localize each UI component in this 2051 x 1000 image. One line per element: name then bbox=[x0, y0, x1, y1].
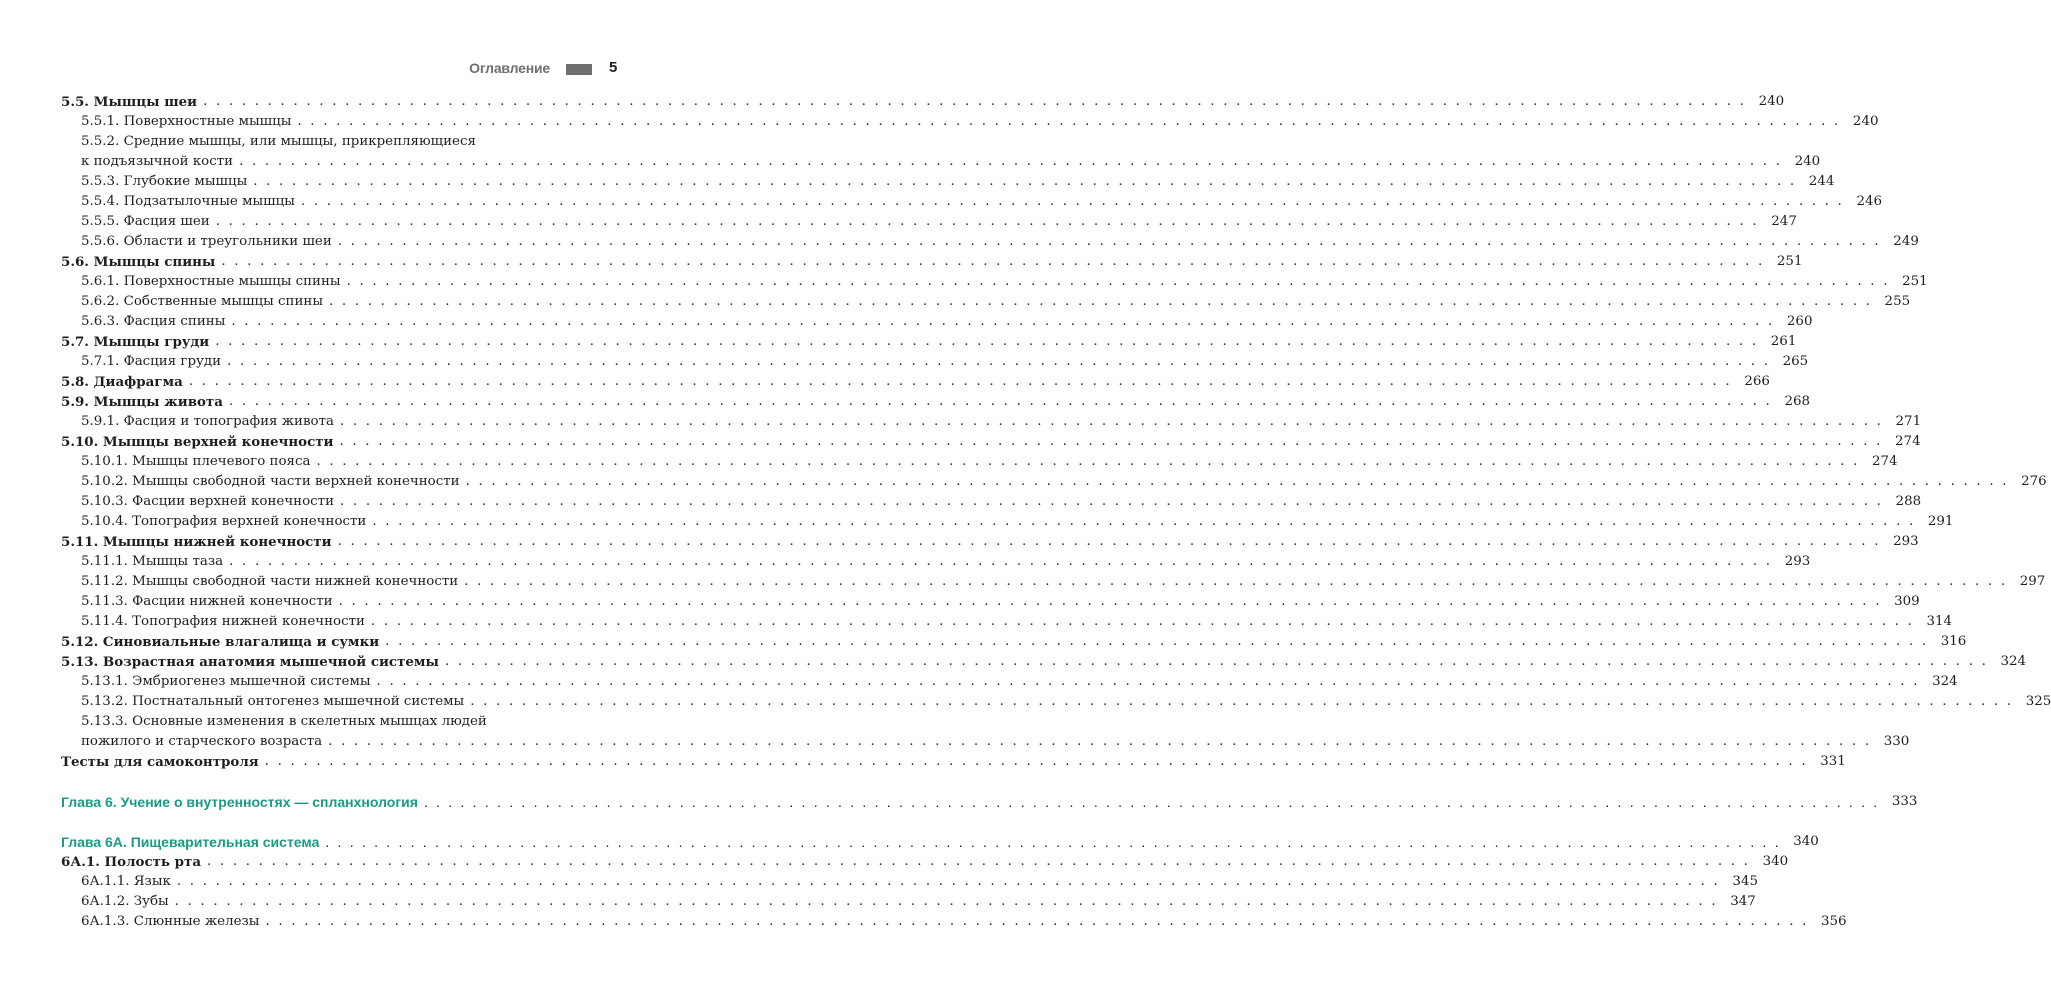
dot-leader: . . . . . . . . . . . . . . . . . . . . . . . . . . . . . . . . . . . . . . . . . . . . . . . . . . . . . . . . . . . . . . . . . . . . . . . . . . . . . . . . . . . . . . . . . . . . . . . . . . . . . . . . . . . . . . . . . . . . . . . . bbox=[203, 94, 1747, 109]
dot-leader: . . . . . . . . . . . . . . . . . . . . . . . . . . . . . . . . . . . . . . . . . . . . . . . . . . . . . . . . . . . . . . . . . . . . . . . . . . . . . . . . . . . . . . . . . . . . . . . . . . . . . . . . . . . . . . . . . . . . . . . . bbox=[325, 834, 1781, 850]
toc-entry-label: 5.5.4. Подзатылочные мышцы bbox=[81, 194, 295, 209]
toc-entry-page: 331 bbox=[1820, 754, 1846, 769]
toc-entry-page: 293 bbox=[1784, 554, 1811, 569]
toc-subsection-entry[interactable] bbox=[61, 412, 1922, 432]
toc-entry-page: 324 bbox=[1932, 674, 1958, 689]
toc-entry-page: 271 bbox=[1895, 414, 1922, 429]
toc-subsection-entry[interactable] bbox=[61, 192, 1883, 212]
toc-entry-page: 293 bbox=[1893, 534, 1919, 549]
dot-leader: . . . . . . . . . . . . . . . . . . . . . . . . . . . . . . . . . . . . . . . . . . . . . . . . . . . . . . . . . . . . . . . . . . . . . . . . . . . . . . . . . . . . . . . . . . . . . . . . . . . . . . . . . . . . . . . . . . . . . . . . bbox=[300, 194, 1845, 209]
dot-leader: . . . . . . . . . . . . . . . . . . . . . . . . . . . . . . . . . . . . . . . . . . . . . . . . . . . . . . . . . . . . . . . . . . . . . . . . . . . . . . . . . . . . . . . . . . . . . . . . . . . . . . . . . . . . . . . . . . . . . . . . bbox=[207, 854, 1751, 869]
toc-section-entry[interactable] bbox=[61, 392, 1811, 412]
toc-entry-page: 255 bbox=[1884, 294, 1911, 309]
toc-entry-label: 5.13. Возрастная анатомия мышечной системы bbox=[61, 654, 439, 670]
dot-leader: . . . . . . . . . . . . . . . . . . . . . . . . . . . . . . . . . . . . . . . . . . . . . . . . . . . . . . . . . . . . . . . . . . . . . . . . . . . . . . . . . . . . . . . . . . . . . . . . . . . . . . . . . . . . . . . . . . . . . . . . bbox=[376, 674, 1920, 689]
dot-leader: . . . . . . . . . . . . . . . . . . . . . . . . . . . . . . . . . . . . . . . . . . . . . . . . . . . . . . . . . . . . . . . . . . . . . . . . . . . . . . . . . . . . . . . . . . . . . . . . . . . . . . . . . . . . . . . . . . . . . . . . bbox=[423, 794, 1880, 810]
dot-leader: . . . . . . . . . . . . . . . . . . . . . . . . . . . . . . . . . . . . . . . . . . . . . . . . . . . . . . . . . . . . . . . . . . . . . . . . . . . . . . . . . . . . . . . . . . . . . . . . . . . . . . . . . . . . . . . . . . . . . . . . bbox=[316, 454, 1860, 469]
toc-subsection-entry[interactable] bbox=[61, 472, 2047, 492]
toc-entry-page: 265 bbox=[1782, 354, 1809, 369]
section-gap bbox=[61, 772, 625, 792]
dot-leader: . . . . . . . . . . . . . . . . . . . . . . . . . . . . . . . . . . . . . . . . . . . . . . . . . . . . . . . . . . . . . . . . . . . . . . . . . . . . . . . . . . . . . . . . . . . . . . . . . . . . . . . . . . . . . . . . . . . . . . . . bbox=[265, 914, 1809, 929]
toc-subsection-entry[interactable] bbox=[61, 912, 1847, 932]
toc-entry-label: 5.6.2. Собственные мышцы спины bbox=[81, 294, 323, 309]
section-gap bbox=[61, 812, 625, 832]
toc-subsection-entry[interactable] bbox=[61, 732, 1910, 752]
toc-entry-page: 340 bbox=[1762, 854, 1789, 869]
toc-entry-label: 5.10.1. Мышцы плечевого пояса bbox=[81, 454, 311, 469]
toc-entry-label: 5.6.3. Фасция спины bbox=[81, 314, 226, 329]
toc-entry-page: 251 bbox=[1776, 254, 1803, 269]
toc-subsection-entry[interactable] bbox=[61, 492, 1922, 512]
toc-entry-page: 249 bbox=[1893, 234, 1919, 249]
header-title: Оглавление bbox=[469, 60, 550, 76]
dot-leader: . . . . . . . . . . . . . . . . . . . . . . . . . . . . . . . . . . . . . . . . . . . . . . . . . . . . . . . . . . . . . . . . . . . . . . . . . . . . . . . . . . . . . . . . . . . . . . . . . . . . . . . . . . . . . . . . . . . . . . . . bbox=[264, 754, 1808, 769]
toc-entry-page: 247 bbox=[1771, 214, 1797, 229]
toc-entry-page: 297 bbox=[2019, 574, 2046, 589]
toc-entry-page: 291 bbox=[1927, 514, 1954, 529]
toc-entry-label: 5.5.5. Фасция шеи bbox=[81, 214, 210, 229]
toc-entry-label: 5.11.4. Топография нижней конечности bbox=[81, 614, 365, 629]
toc-entry-page: 324 bbox=[2000, 654, 2027, 669]
toc-entry-label: 5.10.2. Мышцы свободной части верхней конечности bbox=[81, 474, 460, 489]
toc-entry-page: 345 bbox=[1732, 874, 1758, 889]
toc-entry-page: 268 bbox=[1784, 394, 1811, 409]
toc-subsection-entry[interactable] bbox=[61, 872, 1758, 892]
toc-entry-label: 6А.1.1. Язык bbox=[81, 874, 171, 889]
toc-entry-page: 288 bbox=[1895, 494, 1922, 509]
dot-leader: . . . . . . . . . . . . . . . . . . . . . . . . . . . . . . . . . . . . . . . . . . . . . . . . . . . . . . . . . . . . . . . . . . . . . . . . . . . . . . . . . . . . . . . . . . . . . . . . . . . . . . . . . . . . . . . . . . . . . . . . bbox=[470, 694, 2014, 709]
dot-leader: . . . . . . . . . . . . . . . . . . . . . . . . . . . . . . . . . . . . . . . . . . . . . . . . . . . . . . . . . . . . . . . . . . . . . . . . . . . . . . . . . . . . . . . . . . . . . . . . . . . . . . . . . . . . . . . . . . . . . . . . bbox=[221, 254, 1765, 269]
header-bar-ornament bbox=[566, 64, 592, 75]
toc-section-entry[interactable] bbox=[61, 372, 1770, 392]
dot-leader: . . . . . . . . . . . . . . . . . . . . . . . . . . . . . . . . . . . . . . . . . . . . . . . . . . . . . . . . . . . . . . . . . . . . . . . . . . . . . . . . . . . . . . . . . . . . . . . . . . . . . . . . . . . . . . . . . . . . . . . . bbox=[228, 394, 1773, 409]
toc-entry-page: 246 bbox=[1856, 194, 1883, 209]
toc-subsection-entry[interactable] bbox=[61, 352, 1809, 372]
toc-entry-label: 5.10. Мышцы верхней конечности bbox=[61, 434, 334, 450]
toc-entry-page: 314 bbox=[1926, 614, 1953, 629]
dot-leader: . . . . . . . . . . . . . . . . . . . . . . . . . . . . . . . . . . . . . . . . . . . . . . . . . . . . . . . . . . . . . . . . . . . . . . . . . . . . . . . . . . . . . . . . . . . . . . . . . . . . . . . . . . . . . . . . . . . . . . . . bbox=[229, 554, 1773, 569]
toc-entry-label: 5.9. Мышцы живота bbox=[61, 394, 223, 410]
toc-subsection-entry[interactable] bbox=[61, 232, 1919, 252]
toc-entry-label: 5.10.3. Фасции верхней конечности bbox=[81, 494, 334, 509]
dot-leader: . . . . . . . . . . . . . . . . . . . . . . . . . . . . . . . . . . . . . . . . . . . . . . . . . . . . . . . . . . . . . . . . . . . . . . . . . . . . . . . . . . . . . . . . . . . . . . . . . . . . . . . . . . . . . . . . . . . . . . . . bbox=[297, 114, 1841, 129]
dot-leader: . . . . . . . . . . . . . . . . . . . . . . . . . . . . . . . . . . . . . . . . . . . . . . . . . . . . . . . . . . . . . . . . . . . . . . . . . . . . . . . . . . . . . . . . . . . . . . . . . . . . . . . . . . . . . . . . . . . . . . . . bbox=[340, 494, 1884, 509]
dot-leader: . . . . . . . . . . . . . . . . . . . . . . . . . . . . . . . . . . . . . . . . . . . . . . . . . . . . . . . . . . . . . . . . . . . . . . . . . . . . . . . . . . . . . . . . . . . . . . . . . . . . . . . . . . . . . . . . . . . . . . . . bbox=[239, 154, 1783, 169]
toc-entry-label: 5.5. Мышцы шеи bbox=[61, 94, 198, 110]
dot-leader: . . . . . . . . . . . . . . . . . . . . . . . . . . . . . . . . . . . . . . . . . . . . . . . . . . . . . . . . . . . . . . . . . . . . . . . . . . . . . . . . . . . . . . . . . . . . . . . . . . . . . . . . . . . . . . . . . . . . . . . . bbox=[339, 414, 1884, 429]
dot-leader: . . . . . . . . . . . . . . . . . . . . . . . . . . . . . . . . . . . . . . . . . . . . . . . . . . . . . . . . . . . . . . . . . . . . . . . . . . . . . . . . . . . . . . . . . . . . . . . . . . . . . . . . . . . . . . . . . . . . . . . . bbox=[338, 594, 1882, 609]
toc-entry-page: 309 bbox=[1894, 594, 1920, 609]
dot-leader: . . . . . . . . . . . . . . . . . . . . . . . . . . . . . . . . . . . . . . . . . . . . . . . . . . . . . . . . . . . . . . . . . . . . . . . . . . . . . . . . . . . . . . . . . . . . . . . . . . . . . . . . . . . . . . . . . . . . . . . . bbox=[227, 354, 1771, 369]
toc-entry-label: 5.11.1. Мышцы таза bbox=[81, 554, 224, 569]
toc-subsection-entry[interactable] bbox=[61, 152, 1821, 172]
running-header bbox=[0, 58, 682, 80]
dot-leader: . . . . . . . . . . . . . . . . . . . . . . . . . . . . . . . . . . . . . . . . . . . . . . . . . . . . . . . . . . . . . . . . . . . . . . . . . . . . . . . . . . . . . . . . . . . . . . . . . . . . . . . . . . . . . . . . . . . . . . . . bbox=[215, 214, 1759, 229]
toc-subsection-entry[interactable] bbox=[61, 592, 1920, 612]
toc-entry-page: 316 bbox=[1940, 634, 1967, 649]
toc-entry-page: 274 bbox=[1871, 454, 1898, 469]
dot-leader: . . . . . . . . . . . . . . . . . . . . . . . . . . . . . . . . . . . . . . . . . . . . . . . . . . . . . . . . . . . . . . . . . . . . . . . . . . . . . . . . . . . . . . . . . . . . . . . . . . . . . . . . . . . . . . . . . . . . . . . . bbox=[337, 234, 1881, 249]
dot-leader: . . . . . . . . . . . . . . . . . . . . . . . . . . . . . . . . . . . . . . . . . . . . . . . . . . . . . . . . . . . . . . . . . . . . . . . . . . . . . . . . . . . . . . . . . . . . . . . . . . . . . . . . . . . . . . . . . . . . . . . . bbox=[253, 174, 1797, 189]
toc-subsection-entry[interactable] bbox=[61, 512, 1954, 532]
toc-entry-label: 5.11.2. Мышцы свободной части нижней конечности bbox=[81, 574, 459, 589]
toc-subsection-entry[interactable] bbox=[61, 612, 1953, 632]
toc-subsection-entry[interactable] bbox=[61, 272, 1928, 292]
dot-leader: . . . . . . . . . . . . . . . . . . . . . . . . . . . . . . . . . . . . . . . . . . . . . . . . . . . . . . . . . . . . . . . . . . . . . . . . . . . . . . . . . . . . . . . . . . . . . . . . . . . . . . . . . . . . . . . . . . . . . . . . bbox=[370, 614, 1915, 629]
toc-entry-label: 5.11.3. Фасции нижней конечности bbox=[81, 594, 333, 609]
toc-entry-label: 5.5.1. Поверхностные мышцы bbox=[81, 114, 292, 129]
toc-entry-label-line1: 5.5.2. Средние мышцы, или мышцы, прикрепляющиеся bbox=[81, 134, 476, 149]
toc-subsection-entry[interactable] bbox=[61, 292, 1911, 312]
toc-entry-page: 240 bbox=[1794, 154, 1821, 169]
toc-entry-page: 244 bbox=[1808, 174, 1835, 189]
toc-subsection-entry[interactable] bbox=[61, 312, 1813, 332]
toc-entry-page: 251 bbox=[1902, 274, 1928, 289]
dot-leader: . . . . . . . . . . . . . . . . . . . . . . . . . . . . . . . . . . . . . . . . . . . . . . . . . . . . . . . . . . . . . . . . . . . . . . . . . . . . . . . . . . . . . . . . . . . . . . . . . . . . . . . . . . . . . . . . . . . . . . . . bbox=[188, 374, 1732, 389]
dot-leader: . . . . . . . . . . . . . . . . . . . . . . . . . . . . . . . . . . . . . . . . . . . . . . . . . . . . . . . . . . . . . . . . . . . . . . . . . . . . . . . . . . . . . . . . . . . . . . . . . . . . . . . . . . . . . . . . . . . . . . . . bbox=[215, 334, 1759, 349]
toc-entry-label: Тесты для самоконтроля bbox=[61, 754, 259, 770]
toc-entry-label-line1: 5.13.3. Основные изменения в скелетных мышцах людей bbox=[81, 714, 487, 729]
toc-entry-label: 5.5.3. Глубокие мышцы bbox=[81, 174, 248, 189]
toc-section-entry[interactable] bbox=[61, 632, 1967, 652]
toc-entry-page: 325 bbox=[2025, 694, 2051, 709]
toc-subsection-entry[interactable] bbox=[61, 672, 1958, 692]
toc-section-entry[interactable] bbox=[61, 252, 1803, 272]
dot-leader: . . . . . . . . . . . . . . . . . . . . . . . . . . . . . . . . . . . . . . . . . . . . . . . . . . . . . . . . . . . . . . . . . . . . . . . . . . . . . . . . . . . . . . . . . . . . . . . . . . . . . . . . . . . . . . . . . . . . . . . . bbox=[337, 534, 1881, 549]
toc-subsection-entry[interactable] bbox=[61, 892, 1756, 912]
toc-subsection-entry[interactable] bbox=[61, 692, 2051, 712]
toc-entry-label: к подъязычной кости bbox=[81, 154, 234, 169]
toc-section-entry[interactable] bbox=[61, 752, 1846, 772]
toc-entry-label: 5.6. Мышцы спины bbox=[61, 254, 216, 270]
toc-subsection-entry[interactable] bbox=[61, 112, 1879, 132]
dot-leader: . . . . . . . . . . . . . . . . . . . . . . . . . . . . . . . . . . . . . . . . . . . . . . . . . . . . . . . . . . . . . . . . . . . . . . . . . . . . . . . . . . . . . . . . . . . . . . . . . . . . . . . . . . . . . . . . . . . . . . . . bbox=[385, 634, 1929, 649]
toc-entry-label: Глава 6А. Пищеварительная система bbox=[61, 834, 320, 850]
dot-leader: . . . . . . . . . . . . . . . . . . . . . . . . . . . . . . . . . . . . . . . . . . . . . . . . . . . . . . . . . . . . . . . . . . . . . . . . . . . . . . . . . . . . . . . . . . . . . . . . . . . . . . . . . . . . . . . . . . . . . . . . bbox=[372, 514, 1916, 529]
toc-entry-label: 6А.1.3. Слюнные железы bbox=[81, 914, 260, 929]
toc-entry-label: 6А.1. Полость рта bbox=[61, 854, 202, 870]
toc-chapter-entry[interactable] bbox=[61, 792, 1918, 812]
toc-subsection-entry[interactable] bbox=[61, 552, 1811, 572]
dot-leader: . . . . . . . . . . . . . . . . . . . . . . . . . . . . . . . . . . . . . . . . . . . . . . . . . . . . . . . . . . . . . . . . . . . . . . . . . . . . . . . . . . . . . . . . . . . . . . . . . . . . . . . . . . . . . . . . . . . . . . . . bbox=[444, 654, 1989, 669]
dot-leader: . . . . . . . . . . . . . . . . . . . . . . . . . . . . . . . . . . . . . . . . . . . . . . . . . . . . . . . . . . . . . . . . . . . . . . . . . . . . . . . . . . . . . . . . . . . . . . . . . . . . . . . . . . . . . . . . . . . . . . . . bbox=[231, 314, 1775, 329]
dot-leader: . . . . . . . . . . . . . . . . . . . . . . . . . . . . . . . . . . . . . . . . . . . . . . . . . . . . . . . . . . . . . . . . . . . . . . . . . . . . . . . . . . . . . . . . . . . . . . . . . . . . . . . . . . . . . . . . . . . . . . . . bbox=[328, 734, 1872, 749]
dot-leader: . . . . . . . . . . . . . . . . . . . . . . . . . . . . . . . . . . . . . . . . . . . . . . . . . . . . . . . . . . . . . . . . . . . . . . . . . . . . . . . . . . . . . . . . . . . . . . . . . . . . . . . . . . . . . . . . . . . . . . . . bbox=[329, 294, 1873, 309]
toc-section-entry[interactable] bbox=[61, 432, 1921, 452]
toc-entry-label: 5.7. Мышцы груди bbox=[61, 334, 210, 350]
toc-entry-label: 5.10.4. Топография верхней конечности bbox=[81, 514, 367, 529]
toc-entry-page: 240 bbox=[1852, 114, 1879, 129]
toc-section-entry[interactable] bbox=[61, 852, 1789, 872]
toc-section-entry[interactable] bbox=[61, 652, 2027, 672]
table-of-contents bbox=[61, 92, 2051, 932]
toc-entry-page: 356 bbox=[1821, 914, 1847, 929]
toc-subsection-entry[interactable] bbox=[61, 572, 2046, 592]
toc-section-entry[interactable] bbox=[61, 532, 1919, 552]
dot-leader: . . . . . . . . . . . . . . . . . . . . . . . . . . . . . . . . . . . . . . . . . . . . . . . . . . . . . . . . . . . . . . . . . . . . . . . . . . . . . . . . . . . . . . . . . . . . . . . . . . . . . . . . . . . . . . . . . . . . . . . . bbox=[465, 474, 2009, 489]
toc-entry-label: 5.13.2. Постнатальный онтогенез мышечной системы bbox=[81, 694, 465, 709]
toc-entry-page: 260 bbox=[1786, 314, 1813, 329]
dot-leader: . . . . . . . . . . . . . . . . . . . . . . . . . . . . . . . . . . . . . . . . . . . . . . . . . . . . . . . . . . . . . . . . . . . . . . . . . . . . . . . . . . . . . . . . . . . . . . . . . . . . . . . . . . . . . . . . . . . . . . . . bbox=[339, 434, 1883, 449]
toc-section-entry[interactable] bbox=[61, 332, 1797, 352]
toc-chapter-entry[interactable] bbox=[61, 832, 1819, 852]
toc-subsection-entry[interactable] bbox=[61, 212, 1797, 232]
toc-entry-page: 276 bbox=[2021, 474, 2047, 489]
toc-entry-label: 5.8. Диафрагма bbox=[61, 374, 183, 390]
toc-entry-label: 5.5.6. Области и треугольники шеи bbox=[81, 234, 332, 249]
toc-entry-label: 6А.1.2. Зубы bbox=[81, 894, 169, 909]
dot-leader: . . . . . . . . . . . . . . . . . . . . . . . . . . . . . . . . . . . . . . . . . . . . . . . . . . . . . . . . . . . . . . . . . . . . . . . . . . . . . . . . . . . . . . . . . . . . . . . . . . . . . . . . . . . . . . . . . . . . . . . . bbox=[176, 874, 1720, 889]
toc-entry-label: 5.13.1. Эмбриогенез мышечной системы bbox=[81, 674, 371, 689]
toc-subsection-entry[interactable] bbox=[61, 172, 1835, 192]
toc-entry-page: 266 bbox=[1744, 374, 1770, 389]
dot-leader: . . . . . . . . . . . . . . . . . . . . . . . . . . . . . . . . . . . . . . . . . . . . . . . . . . . . . . . . . . . . . . . . . . . . . . . . . . . . . . . . . . . . . . . . . . . . . . . . . . . . . . . . . . . . . . . . . . . . . . . . bbox=[464, 574, 2008, 589]
toc-entry-label: 5.9.1. Фасция и топография живота bbox=[81, 414, 334, 429]
toc-entry-label: Глава 6. Учение о внутренностях — спланхнология bbox=[61, 794, 418, 810]
toc-entry-label: 5.6.1. Поверхностные мышцы спины bbox=[81, 274, 341, 289]
toc-entry-label: пожилого и старческого возраста bbox=[81, 734, 323, 749]
toc-entry-label: 5.7.1. Фасция груди bbox=[81, 354, 222, 369]
toc-entry-page: 240 bbox=[1758, 94, 1785, 109]
toc-entry-label: 5.11. Мышцы нижней конечности bbox=[61, 534, 332, 550]
toc-entry-page: 330 bbox=[1883, 734, 1910, 749]
toc-entry-page: 333 bbox=[1891, 794, 1918, 809]
toc-entry-page: 340 bbox=[1793, 834, 1819, 849]
toc-entry-label: 5.12. Синовиальные влагалища и сумки bbox=[61, 634, 380, 650]
toc-subsection-entry[interactable] bbox=[61, 452, 1898, 472]
toc-section-entry[interactable] bbox=[61, 92, 1785, 112]
page-number: 5 bbox=[609, 59, 618, 76]
dot-leader: . . . . . . . . . . . . . . . . . . . . . . . . . . . . . . . . . . . . . . . . . . . . . . . . . . . . . . . . . . . . . . . . . . . . . . . . . . . . . . . . . . . . . . . . . . . . . . . . . . . . . . . . . . . . . . . . . . . . . . . . bbox=[346, 274, 1890, 289]
toc-entry-page: 274 bbox=[1895, 434, 1921, 449]
dot-leader: . . . . . . . . . . . . . . . . . . . . . . . . . . . . . . . . . . . . . . . . . . . . . . . . . . . . . . . . . . . . . . . . . . . . . . . . . . . . . . . . . . . . . . . . . . . . . . . . . . . . . . . . . . . . . . . . . . . . . . . . bbox=[174, 894, 1718, 909]
toc-entry-page: 347 bbox=[1730, 894, 1756, 909]
toc-entry-page: 261 bbox=[1770, 334, 1797, 349]
